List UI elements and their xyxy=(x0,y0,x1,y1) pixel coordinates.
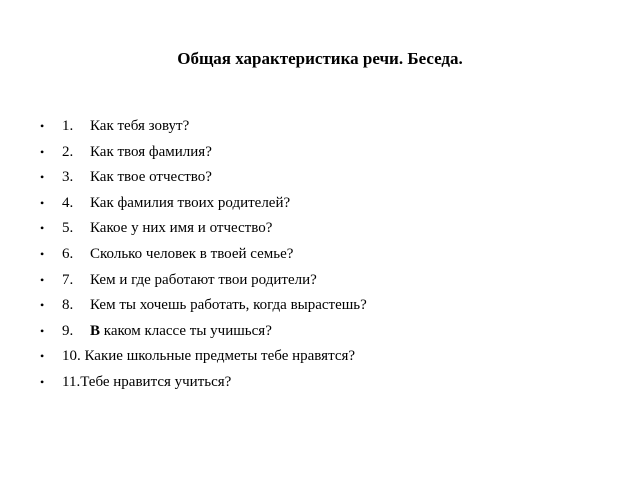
item-number: 1. xyxy=(62,118,74,134)
bullet-icon: • xyxy=(40,374,45,389)
list-item xyxy=(0,269,640,295)
item-text: Кем и где работают твои родители? xyxy=(90,271,317,288)
list-item xyxy=(0,371,640,397)
item-text: Как твоя фамилия? xyxy=(90,143,212,160)
item-text: 10. Какие школьные предметы тебе нравятся? xyxy=(62,348,356,365)
item-number: 3. xyxy=(62,169,74,186)
item-text: Сколько человек в твоей семье? xyxy=(90,245,294,262)
bullet-icon: • xyxy=(40,170,45,185)
item-text xyxy=(90,320,272,342)
item-bold-lead: В xyxy=(90,322,101,339)
item-text: 11.Тебе нравится учиться? xyxy=(62,373,232,390)
item-number: 2. xyxy=(62,143,74,160)
list-item xyxy=(0,217,640,243)
list-item xyxy=(0,166,640,192)
item-text: Какое у них имя и отчество? xyxy=(90,220,273,237)
bullet-icon: • xyxy=(40,349,45,364)
slide-title: Общая характеристика речи. Беседа. xyxy=(177,49,463,68)
bullet-icon: • xyxy=(40,195,45,210)
item-number: 6. xyxy=(62,245,74,262)
item-text: Как тебя зовут? xyxy=(90,118,190,134)
bullet-icon: • xyxy=(40,119,45,133)
item-number: 7. xyxy=(62,271,74,288)
bullet-icon: • xyxy=(40,221,45,236)
bullet-icon: • xyxy=(40,246,45,261)
item-number: 9. xyxy=(62,322,74,339)
list-item xyxy=(0,294,640,320)
item-text: Как фамилия твоих родителей? xyxy=(90,194,291,211)
list-item xyxy=(0,192,640,218)
item-text: Как твое отчество? xyxy=(90,169,212,186)
list-item xyxy=(0,141,640,167)
bullet-icon: • xyxy=(40,323,45,338)
list-item xyxy=(0,243,640,269)
item-number: 8. xyxy=(62,297,74,314)
bullet-icon: • xyxy=(40,272,45,287)
list-item xyxy=(0,345,640,371)
item-text-rest: каком классе ты учишься? xyxy=(100,322,272,339)
bullet-icon: • xyxy=(40,144,45,159)
list-item xyxy=(0,115,640,141)
item-number: 5. xyxy=(62,220,74,237)
question-list xyxy=(0,115,640,397)
list-item xyxy=(0,320,640,346)
item-number: 4. xyxy=(62,194,74,211)
bullet-icon: • xyxy=(40,298,45,313)
item-text: Кем ты хочешь работать, когда вырастешь? xyxy=(90,297,367,314)
